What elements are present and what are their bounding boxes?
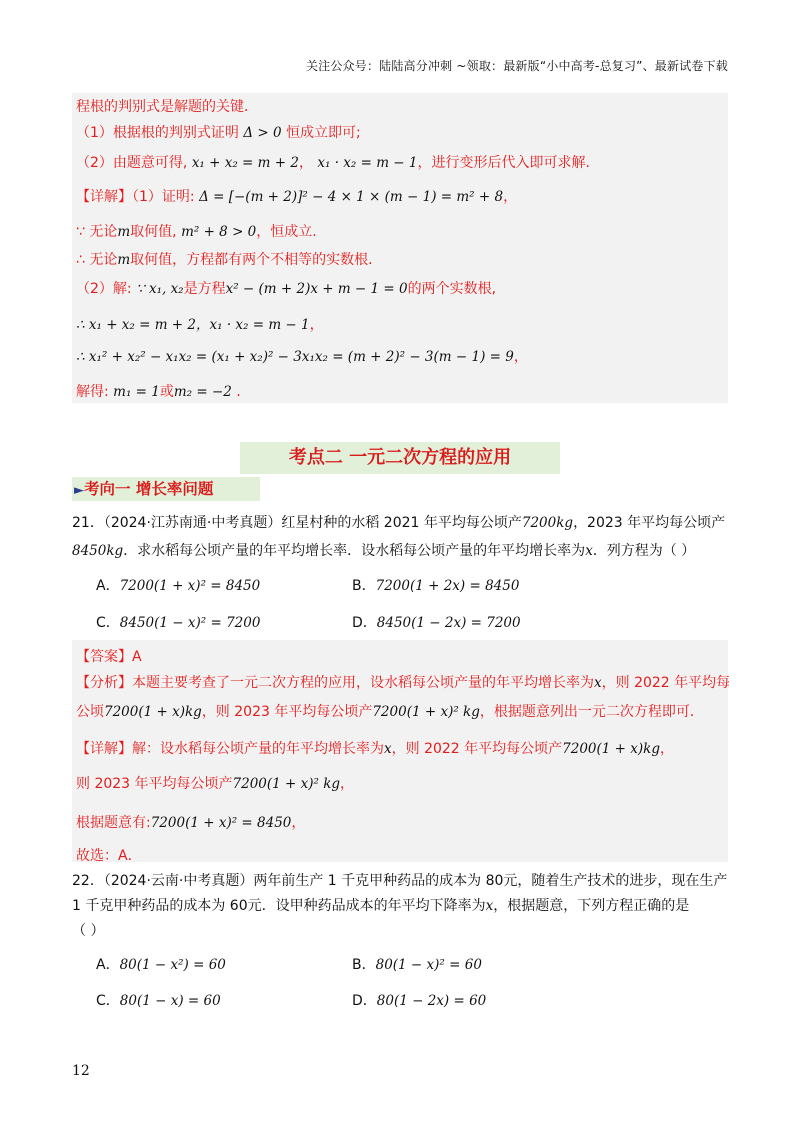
solution-line: （1）根据根的判别式证明 Δ > 0 恒成立即可; [76,125,361,141]
page-header: 关注公众号：陆陆高分冲刺 ~领取：最新版“小中高考-总复习”、最新试卷下载 [305,59,728,73]
solution-line: ∴ x₁² + x₂² − x₁x₂ = (x₁ + x₂)² − 3x₁x₂ = (m + 2)² − 3(m − 1) = 9， [76,349,528,365]
question-21-line: 21．（2024·江苏南通·中考真题）红星村种的水稻 2021 年平均每公顷产7200kg，2023 年平均每公顷产 [72,515,726,531]
option-d: D．80(1 − 2x) = 60 [352,993,487,1009]
detail-tag: 【详解】 [76,189,132,205]
solution-line: ∴ x₁ + x₂ = m + 2，x₁ · x₂ = m − 1， [76,317,324,333]
detail-line: 则 2023 年平均每公顷产7200(1 + x)² kg， [76,776,355,792]
option-b: B．80(1 − x)² = 60 [352,957,482,973]
subsection-title: ►考向一 增长率问题 [72,477,260,501]
solution-line: 解得: m₁ = 1或m₂ = −2 ． [76,384,251,400]
question-22-line: 1 千克甲种药品的成本为 60元．设甲种药品成本的年平均下降率为x，根据题意，下列方程正确的是 [72,898,690,914]
solution-line: （2）由题意可得, x₁ + x₂ = m + 2， x₁ · x₂ = m − 1，进行变形后代入即可求解． [76,155,600,171]
option-d: D．8450(1 − 2x) = 7200 [352,615,521,631]
analysis-line: 【分析】本题主要考查了一元二次方程的应用，设水稻每公顷产量的年平均增长率为x，则 2022 年平均每 [76,675,731,691]
section-title: 考点二 一元二次方程的应用 [240,442,560,474]
solution-line: 【详解】（1）证明: Δ = [−(m + 2)]² − 4 × 1 × (m − 1) = m² + 8， [76,189,518,205]
question-22-line: 22．（2024·云南·中考真题）两年前生产 1 千克甲种药品的成本为 80元，随着生产技术的进步，现在生产 [72,873,728,889]
detail-line: 【详解】解：设水稻每公顷产量的年平均增长率为x，则 2022 年平均每公顷产7200(1 + x)kg， [76,741,674,757]
triangle-bullet-icon: ► [74,483,84,498]
solution-line: ∵ 无论m取何值, m² + 8 > 0，恒成立. [76,224,317,240]
solution-line: 程根的判别式是解题的关键． [76,99,258,115]
solution-line: ∴ 无论m取何值，方程都有两个不相等的实数根． [76,252,383,268]
option-b: B．7200(1 + 2x) = 8450 [352,578,520,594]
option-c: C．8450(1 − x)² = 7200 [96,615,261,631]
option-c: C．80(1 − x) = 60 [96,993,221,1009]
page-number: 12 [72,1063,90,1079]
detail-line: 根据题意有:7200(1 + x)² = 8450， [76,815,306,831]
analysis-line: 公顷7200(1 + x)kg，则 2023 年平均每公顷产7200(1 + x)² kg，根据题意列出一元二次方程即可． [76,704,704,720]
question-21-line: 8450kg．求水稻每公顷产量的年平均增长率．设水稻每公顷产量的年平均增长率为x．列方程为（ ） [72,543,696,559]
detail-line: 故选：A． [76,848,142,864]
solution-line: （2）解: ∵ x₁, x₂是方程x² − (m + 2)x + m − 1 = 0的两个实数根, [76,281,497,297]
option-a: A．80(1 − x²) = 60 [96,957,226,973]
option-a: A．7200(1 + x)² = 8450 [96,578,261,594]
question-22-line: （ ） [72,923,105,939]
answer-line: 【答案】A [76,649,142,665]
